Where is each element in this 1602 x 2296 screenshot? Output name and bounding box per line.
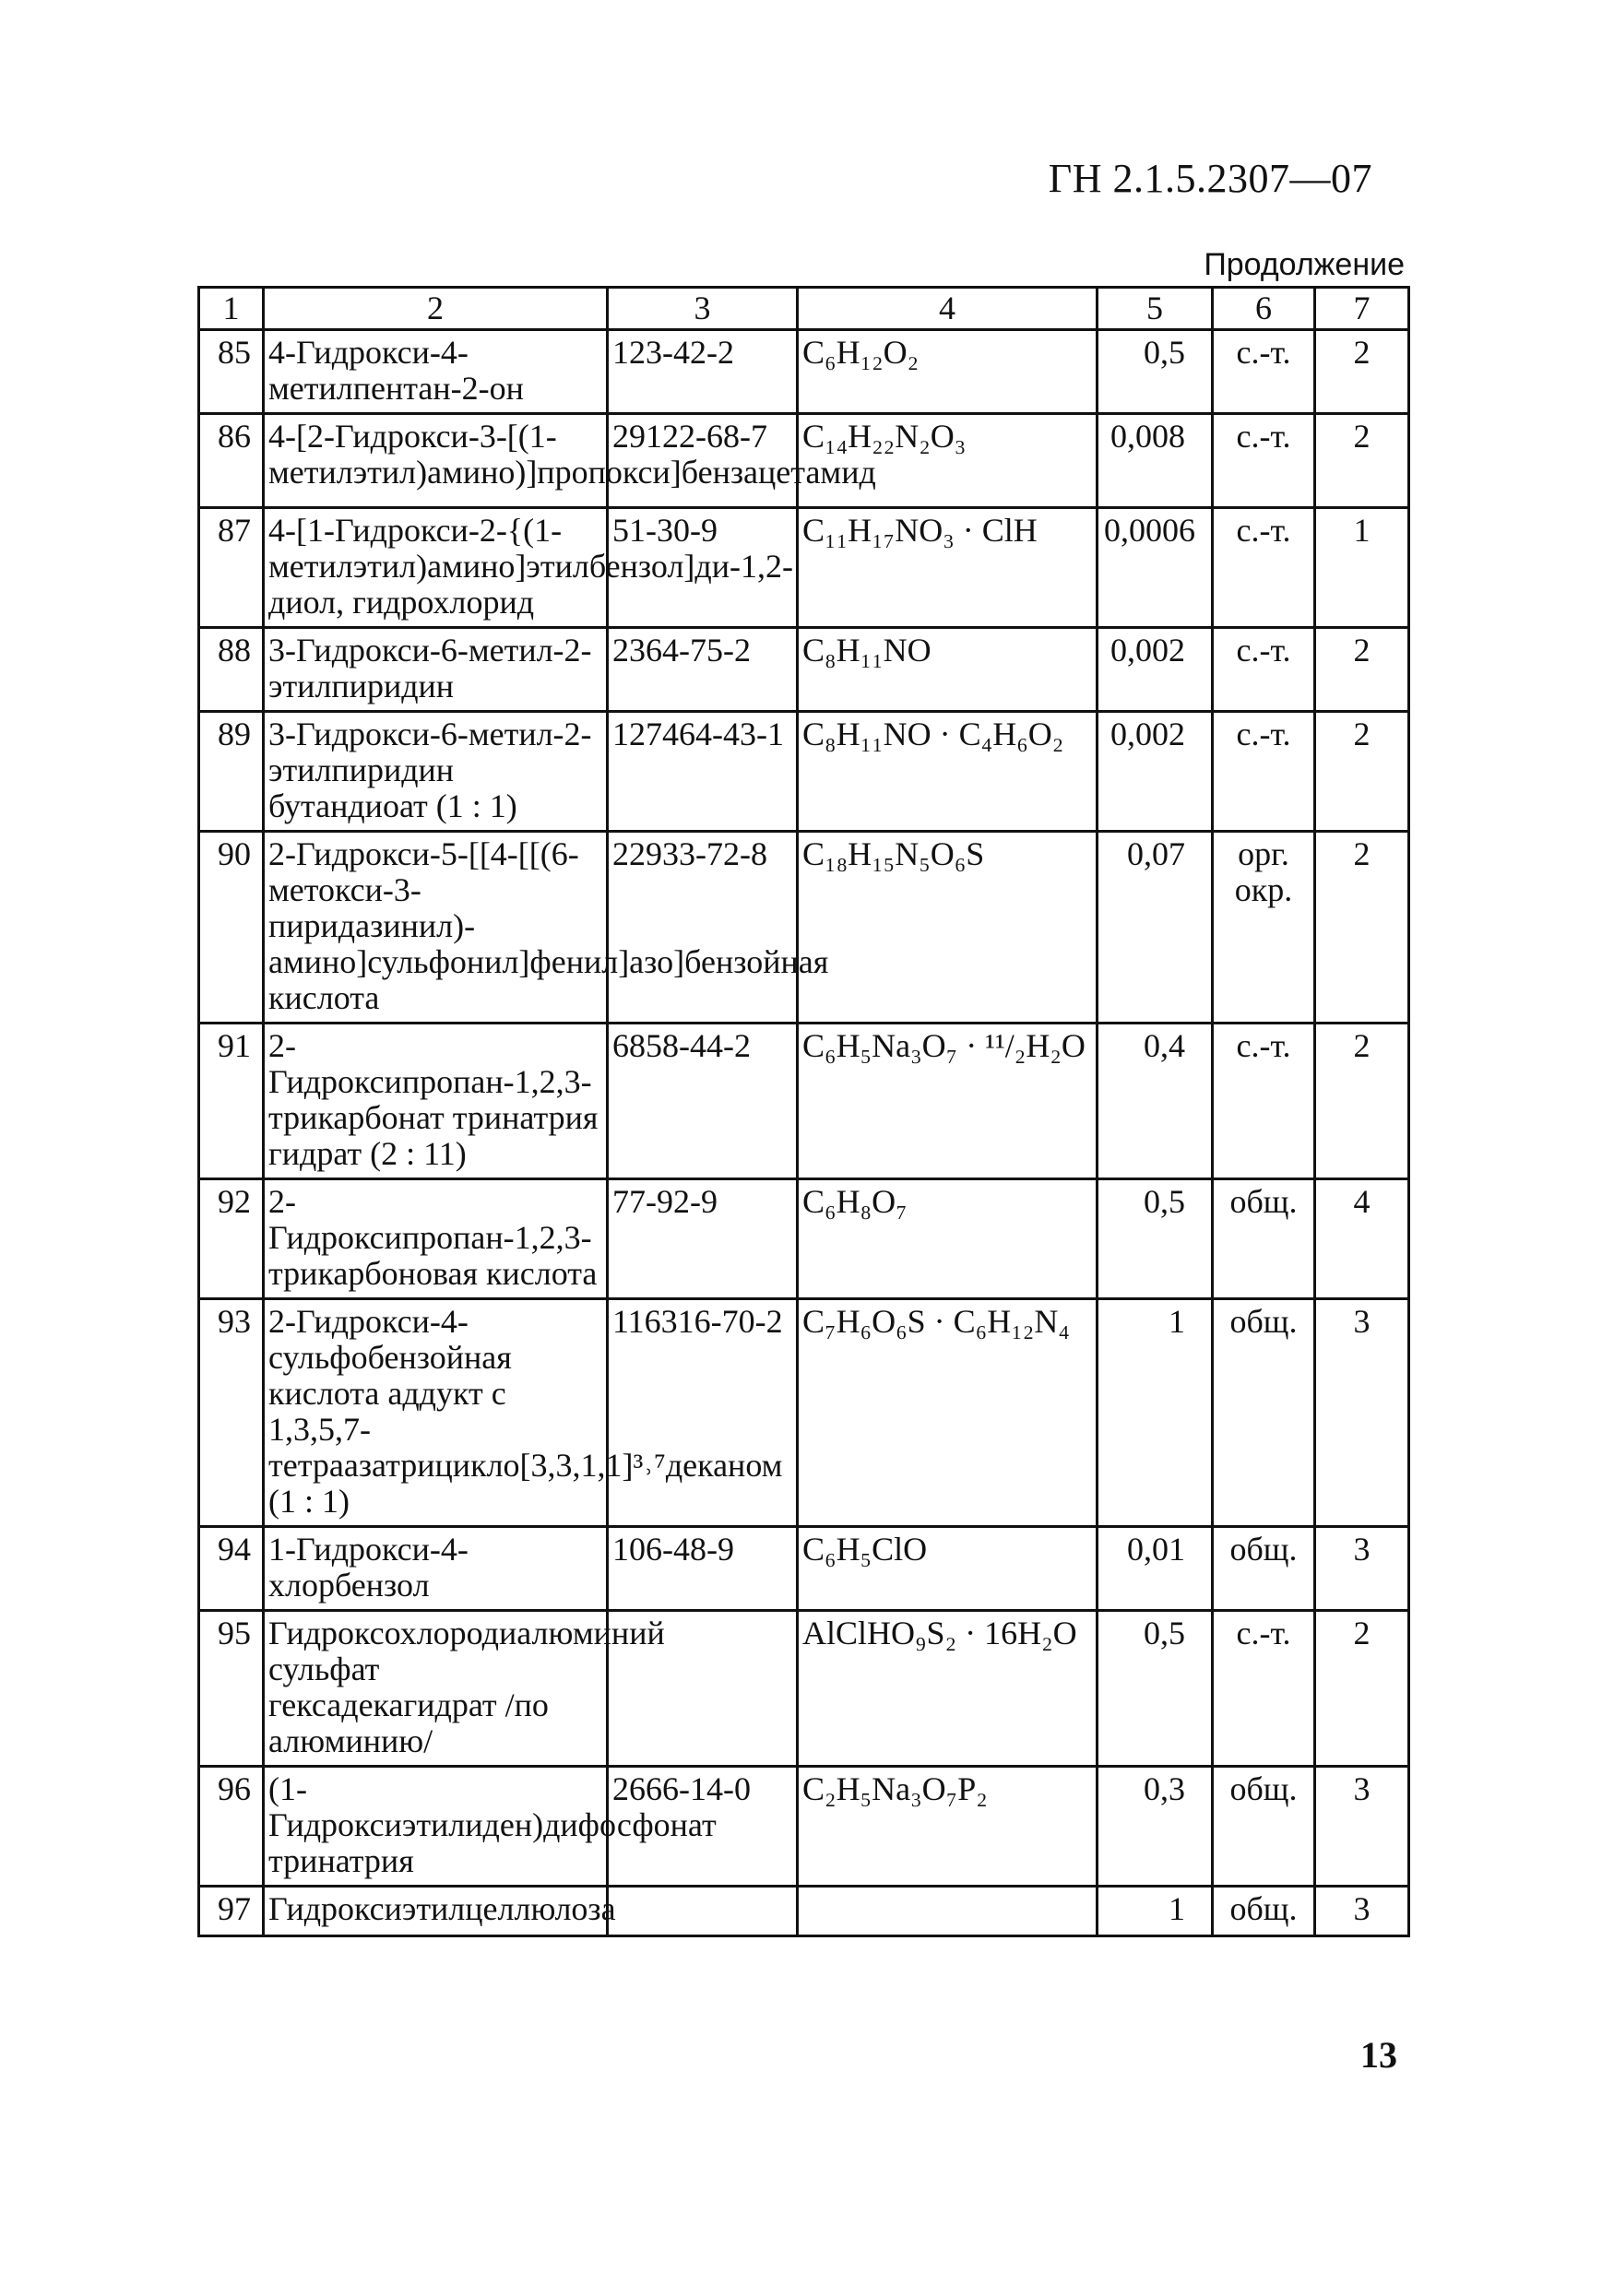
concentration-value: 0,07	[1098, 832, 1213, 1024]
table-row	[199, 1611, 1409, 1767]
hazard-class: 2	[1315, 712, 1409, 832]
table-row	[199, 330, 1409, 414]
row-number: 91	[199, 1024, 264, 1179]
hazard-sign: общ.	[1213, 1527, 1315, 1611]
chemical-formula: C₈H₁₁NO · C₄H₆O₂	[798, 712, 1098, 832]
cas-number: 51-30-9	[608, 508, 798, 628]
continuation-label: Продолжение	[1204, 247, 1405, 282]
row-number: 96	[199, 1767, 264, 1887]
document-code: ГН 2.1.5.2307—07	[1048, 156, 1372, 201]
column-header: 5	[1098, 288, 1213, 330]
hazard-sign: с.-т.	[1213, 712, 1315, 832]
table-row	[199, 1887, 1409, 1936]
concentration-value: 0,01	[1098, 1527, 1213, 1611]
substance-name: 2-Гидроксипропан-1,2,3-трикарбоновая кислота	[264, 1179, 608, 1299]
row-number: 86	[199, 414, 264, 508]
hazard-sign: общ.	[1213, 1179, 1315, 1299]
chemical-formula: C₁₁H₁₇NO₃ · ClH	[798, 508, 1098, 628]
chemical-formula: C₆H₁₂O₂	[798, 330, 1098, 414]
substance-name: 2-Гидроксипропан-1,2,3-трикарбонат тринатрия гидрат (2 : 11)	[264, 1024, 608, 1179]
substance-name: Гидроксиэтилцеллюлоза	[264, 1887, 608, 1936]
substance-name: 2-Гидрокси-4-сульфобензойная кислота аддукт с 1,3,5,7-тетраазатрицикло[3,3,1,1]³˒⁷деканом (1 : 1)	[264, 1299, 608, 1527]
hazard-sign: с.-т.	[1213, 628, 1315, 712]
chemical-formula: C₂H₅Na₃O₇P₂	[798, 1767, 1098, 1887]
cas-number	[608, 1887, 798, 1936]
substance-name: Гидроксохлородиалюминий сульфат гексадекагидрат /по алюминию/	[264, 1611, 608, 1767]
table-row	[199, 1299, 1409, 1527]
hazard-class: 4	[1315, 1179, 1409, 1299]
table-row	[199, 832, 1409, 1024]
hazard-sign: с.-т.	[1213, 1024, 1315, 1179]
row-number: 89	[199, 712, 264, 832]
table-row	[199, 414, 1409, 508]
row-number: 87	[199, 508, 264, 628]
chemical-formula: C₁₈H₁₅N₅O₆S	[798, 832, 1098, 1024]
row-number: 92	[199, 1179, 264, 1299]
column-header: 4	[798, 288, 1098, 330]
hazard-class: 2	[1315, 628, 1409, 712]
cas-number: 106-48-9	[608, 1527, 798, 1611]
hazard-sign: орг. окр.	[1213, 832, 1315, 1024]
hazard-sign: с.-т.	[1213, 1611, 1315, 1767]
chemical-formula: C₆H₈O₇	[798, 1179, 1098, 1299]
hazard-sign: общ.	[1213, 1887, 1315, 1936]
hazard-sign: с.-т.	[1213, 508, 1315, 628]
concentration-value: 1	[1098, 1299, 1213, 1527]
cas-number: 127464-43-1	[608, 712, 798, 832]
chemical-formula	[798, 1887, 1098, 1936]
table-row	[199, 1527, 1409, 1611]
cas-number: 22933-72-8	[608, 832, 798, 1024]
substances-table	[197, 286, 1410, 1937]
hazard-sign: с.-т.	[1213, 330, 1315, 414]
concentration-value: 0,002	[1098, 628, 1213, 712]
concentration-value: 0,002	[1098, 712, 1213, 832]
cas-number: 77-92-9	[608, 1179, 798, 1299]
hazard-sign: общ.	[1213, 1299, 1315, 1527]
concentration-value: 1	[1098, 1887, 1213, 1936]
substance-name: 4-[1-Гидрокси-2-{(1-метилэтил)амино]этилбензол]ди-1,2-диол, гидрохлорид	[264, 508, 608, 628]
concentration-value: 0,4	[1098, 1024, 1213, 1179]
page-number: 13	[1360, 2034, 1397, 2076]
substance-name: 3-Гидрокси-6-метил-2-этилпиридин	[264, 628, 608, 712]
table-row	[199, 1179, 1409, 1299]
concentration-value: 0,5	[1098, 1179, 1213, 1299]
hazard-class: 3	[1315, 1767, 1409, 1887]
hazard-class: 3	[1315, 1527, 1409, 1611]
row-number: 94	[199, 1527, 264, 1611]
table-header-row	[199, 288, 1409, 330]
hazard-class: 3	[1315, 1887, 1409, 1936]
table-row	[199, 1767, 1409, 1887]
chemical-formula: AlClHO₉S₂ · 16H₂O	[798, 1611, 1098, 1767]
table-row	[199, 1024, 1409, 1179]
concentration-value: 0,008	[1098, 414, 1213, 508]
table-row	[199, 628, 1409, 712]
chemical-formula: C₇H₆O₆S · C₆H₁₂N₄	[798, 1299, 1098, 1527]
hazard-class: 2	[1315, 330, 1409, 414]
hazard-class: 1	[1315, 508, 1409, 628]
substance-name: 3-Гидрокси-6-метил-2-этилпиридин бутандиоат (1 : 1)	[264, 712, 608, 832]
concentration-value: 0,5	[1098, 1611, 1213, 1767]
row-number: 97	[199, 1887, 264, 1936]
hazard-sign: с.-т.	[1213, 414, 1315, 508]
chemical-formula: C₈H₁₁NO	[798, 628, 1098, 712]
chemical-formula: C₁₄H₂₂N₂O₃	[798, 414, 1098, 508]
chemical-formula: C₆H₅ClO	[798, 1527, 1098, 1611]
hazard-class: 2	[1315, 414, 1409, 508]
row-number: 90	[199, 832, 264, 1024]
chemical-formula: C₆H₅Na₃O₇ · ¹¹/₂H₂O	[798, 1024, 1098, 1179]
table-row	[199, 508, 1409, 628]
hazard-class: 2	[1315, 1024, 1409, 1179]
row-number: 85	[199, 330, 264, 414]
table-row	[199, 712, 1409, 832]
row-number: 95	[199, 1611, 264, 1767]
concentration-value: 0,5	[1098, 330, 1213, 414]
substance-name: (1-Гидроксиэтилиден)дифосфонат тринатрия	[264, 1767, 608, 1887]
column-header: 3	[608, 288, 798, 330]
cas-number: 116316-70-2	[608, 1299, 798, 1527]
substance-name: 2-Гидрокси-5-[[4-[[(6-метокси-3-пиридазинил)-амино]сульфонил]фенил]азо]бензойная кислота	[264, 832, 608, 1024]
hazard-class: 2	[1315, 832, 1409, 1024]
cas-number: 123-42-2	[608, 330, 798, 414]
column-header: 6	[1213, 288, 1315, 330]
column-header: 1	[199, 288, 264, 330]
cas-number: 6858-44-2	[608, 1024, 798, 1179]
concentration-value: 0,3	[1098, 1767, 1213, 1887]
cas-number: 29122-68-7	[608, 414, 798, 508]
column-header: 7	[1315, 288, 1409, 330]
substance-name: 1-Гидрокси-4-хлорбензол	[264, 1527, 608, 1611]
hazard-class: 3	[1315, 1299, 1409, 1527]
row-number: 88	[199, 628, 264, 712]
cas-number: 2666-14-0	[608, 1767, 798, 1887]
hazard-sign: общ.	[1213, 1767, 1315, 1887]
concentration-value: 0,0006	[1098, 508, 1213, 628]
column-header: 2	[264, 288, 608, 330]
hazard-class: 2	[1315, 1611, 1409, 1767]
row-number: 93	[199, 1299, 264, 1527]
cas-number: 2364-75-2	[608, 628, 798, 712]
substance-name: 4-[2-Гидрокси-3-[(1-метилэтил)амино)]пропокси]бензацетамид	[264, 414, 608, 508]
substance-name: 4-Гидрокси-4-метилпентан-2-он	[264, 330, 608, 414]
